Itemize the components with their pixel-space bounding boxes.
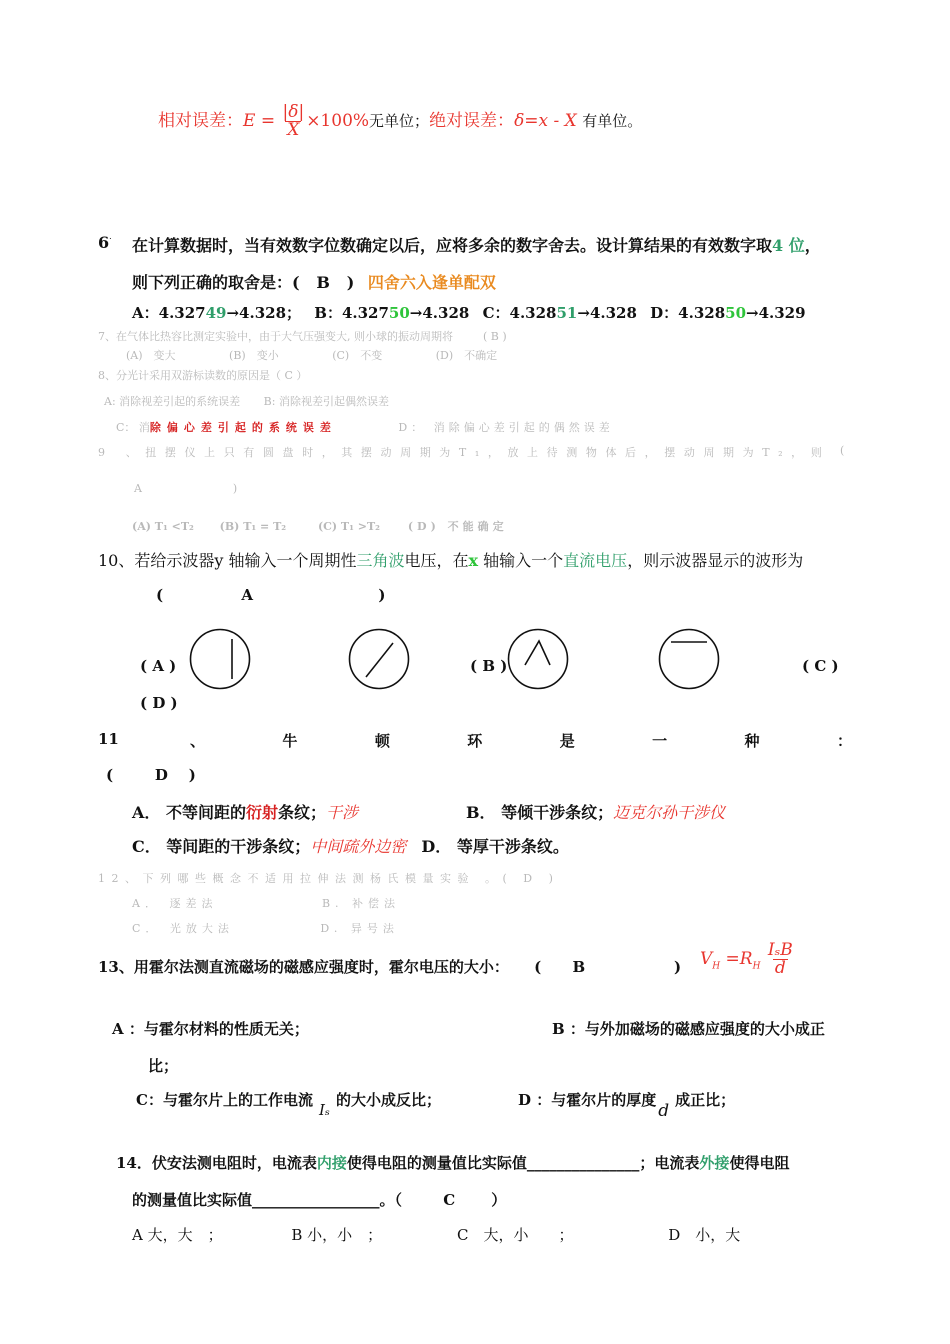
q14-text-b: 使得电阻的测量值比实际值_______________；电流表 — [346, 1154, 700, 1172]
fraction-denominator: X — [287, 120, 300, 140]
q10-triangle-wave: 三角波 — [356, 551, 405, 570]
q12-options-cd — [132, 920, 399, 936]
no-unit-text: 无单位； — [369, 112, 430, 130]
q11-options-cd — [132, 834, 569, 857]
formula-numerator: IₛB — [767, 940, 793, 960]
q6-answer: B — [316, 273, 330, 292]
q8-opt-c-label: C： 消 — [116, 421, 150, 434]
q11-options-ab — [132, 800, 358, 823]
waveform-d-diagram — [657, 627, 721, 691]
q10-label-c: ( C ) — [802, 657, 839, 675]
q9-paren: ( — [840, 444, 845, 457]
q10-label-a: ( A ) — [140, 657, 177, 675]
q10-label-b: ( B ) — [470, 657, 508, 675]
absolute-error-label: 绝对误差： — [429, 111, 515, 131]
q7-opt-a: (A) 变大 — [126, 349, 176, 362]
q11-chars — [190, 730, 852, 751]
q14-text-c: 使得电阻 — [729, 1154, 790, 1172]
waveform-c-diagram — [506, 627, 570, 691]
q11-char: ： — [836, 732, 852, 750]
error-formula-line — [158, 104, 642, 139]
q6-options — [132, 302, 806, 323]
equals-sign: = — [260, 111, 276, 131]
q11-char: 牛 — [282, 732, 298, 750]
percent-factor: ×100% — [306, 111, 370, 131]
q7-answer: ( B ) — [483, 330, 507, 343]
q11-char: 顿 — [374, 732, 390, 750]
q14-line2 — [132, 1189, 506, 1210]
q10-dc-voltage: 直流电压 — [563, 551, 628, 570]
q9-opt-c: (C) T₁ >T₂ — [317, 520, 380, 533]
q6-prompt: 则下列正确的取舍是：( — [132, 273, 300, 292]
q6-opt-a: A：4.32749→4.328； — [132, 304, 302, 322]
q14-opt-c: C 大，小 ； — [456, 1226, 574, 1244]
q7-options — [126, 347, 497, 363]
q6-opt-d: D：4.32850→4.329 — [650, 304, 806, 322]
has-unit-text: 有单位。 — [582, 112, 643, 130]
q11-char: 、 — [190, 732, 206, 750]
q11-opt-d: D． 等厚干涉条纹。 — [421, 837, 569, 856]
q6-text: 在计算数据时，当有效数字位数确定以后，应将多余的数字舍去。设计算结果的有效数字取 — [132, 236, 773, 255]
q8-opt-b: B: 消除视差引起偶然误差 — [263, 395, 389, 408]
q10-text-d: ，则示波器显示的波形为 — [627, 551, 804, 570]
relative-error-label: 相对误差： — [158, 111, 243, 131]
q8-opt-c-highlight: 除偏心差引起的系统误差 — [149, 421, 337, 434]
q7-opt-c: (C) 不变 — [332, 349, 383, 362]
q6-num: 6 — [98, 233, 110, 252]
fraction-numerator: |δ| — [282, 102, 305, 122]
q11-opt-a: A． 不等间距的衍射条纹；干涉 — [132, 803, 359, 822]
q11-char: 一 — [652, 732, 668, 750]
formula-v: V — [700, 949, 713, 969]
q13-opt-c-end: 的大小成反比； — [335, 1091, 441, 1109]
q8-text: 8、分光计采用双游标读数的原因是（ C ） — [98, 369, 308, 382]
q10-text-a: 10、若给示波器y 轴输入一个周期性 — [98, 551, 357, 570]
formula-v-sub: H — [712, 961, 721, 972]
q6-rounding-rule: 四舍六入逢单配双 — [367, 273, 496, 292]
q10-label-d: ( D ) — [140, 694, 178, 712]
formula-r: =R — [725, 949, 753, 969]
q14-answer: C — [443, 1191, 456, 1209]
q13-opt-c — [136, 1089, 441, 1119]
q13-text: 13、用霍尔法测直流磁场的磁感应强度时，霍尔电压的大小： — [98, 958, 509, 976]
q14-text-d: 的测量值比实际值_________________。（ — [132, 1191, 403, 1209]
relative-error-fraction — [280, 104, 306, 139]
q6-comma: ， — [804, 236, 821, 255]
q6-line1 — [132, 233, 821, 256]
q13-opt-d — [518, 1089, 736, 1121]
q13-opt-a: A ：与霍尔材料的性质无关； — [112, 1020, 309, 1038]
q8-options-cd — [116, 419, 614, 435]
q11-answer: ( D ) — [106, 766, 196, 784]
q13-current-symbol: Iₛ — [318, 1101, 330, 1119]
q12-text: 12、下列哪些概念不适用拉伸法测杨氏模量实验 。( D ) — [98, 872, 560, 885]
waveform-a-diagram — [188, 627, 252, 691]
q7-text — [98, 328, 507, 344]
q14-opt-b: B 小，小 ； — [291, 1226, 383, 1244]
q14-internal: 内接 — [316, 1154, 347, 1172]
q6-line2 — [132, 270, 496, 293]
q6-digits-highlight: 4 位 — [772, 236, 805, 255]
q9-question: 9 、扭摆仪上只有圆盘时，其摆动周期为T₁，放上待测物体后，摆动周期为T₂，则 — [98, 446, 831, 459]
q6-paren: ) — [346, 273, 355, 292]
q11-opt-c: C． 等间距的干涉条纹；中间疏外边密 — [132, 837, 407, 856]
q8-opt-a: A: 消除视差引起的系统误差 — [104, 395, 241, 408]
q14-opt-d: D 小，大 — [668, 1226, 741, 1244]
q13-question — [98, 956, 681, 977]
q9-text — [98, 444, 830, 460]
q12-opt-a: A． 逐差法 — [132, 897, 218, 910]
waveform-b-diagram — [347, 627, 411, 691]
q14-paren: ） — [491, 1191, 507, 1209]
q11-opt-b: B． 等倾干涉条纹；迈克尔孙干涉仪 — [466, 803, 726, 822]
q10-x-axis: x — [468, 551, 479, 570]
q13-opt-d-end: 成正比； — [675, 1091, 736, 1109]
q8-opt-d: D： 消除偏心差引起的偶然误差 — [398, 421, 614, 434]
q9-answer: A ) — [134, 482, 238, 495]
q13-opt-b-cont: 比； — [148, 1057, 179, 1075]
q10-text-c: 轴输入一个 — [478, 551, 564, 570]
q7-opt-d: (D) 不确定 — [435, 349, 498, 362]
q10-text-b: 电压，在 — [404, 551, 469, 570]
q9-opt-a: (A) T₁ <T₂ — [132, 520, 194, 533]
q14-opt-a: A 大，大 ； — [132, 1226, 223, 1244]
q7-question: 7、在气体比热容比测定实验中，由于大气压强变大, 则小球的振动周期将 — [98, 330, 453, 343]
q11-char: 种 — [744, 732, 760, 750]
q14-options — [132, 1224, 740, 1245]
q6-opt-c: C：4.32851→4.328 — [482, 304, 637, 322]
q12-opt-b: B. 补偿法 — [321, 897, 401, 910]
q13-opt-d-text: D ：与霍尔片的厚度 — [518, 1091, 657, 1109]
q9-opt-b: (B) T₁ = T₂ — [219, 520, 287, 533]
absolute-error-expr: δ=x - X — [514, 111, 577, 131]
q9-options — [132, 518, 508, 534]
q11-number: 11 — [98, 730, 119, 748]
q13-answer: ( B ) — [534, 958, 682, 976]
q13-thickness-symbol: d — [658, 1101, 670, 1121]
hall-voltage-formula — [700, 942, 795, 977]
q14-external: 外接 — [699, 1154, 730, 1172]
q11-char: 环 — [467, 732, 483, 750]
q12-options-ab — [132, 895, 400, 911]
q14-line1 — [116, 1152, 789, 1173]
formula-r-sub: H — [752, 961, 761, 972]
q12-opt-c: C． 光放大法 — [132, 922, 234, 935]
q7-opt-b: (B) 变小 — [229, 349, 279, 362]
q10-question — [98, 548, 803, 571]
q10-answer: ( A ) — [156, 586, 386, 604]
q8-options-ab — [104, 393, 389, 409]
q14-text-a: 14．伏安法测电阻时，电流表 — [116, 1154, 317, 1172]
q12-opt-d: D. 异号法 — [320, 922, 399, 935]
q6-opt-b: B：4.32750→4.328 — [314, 304, 470, 322]
q9-opt-d: (D) 不能确定 — [407, 520, 508, 533]
formula-denominator: d — [774, 958, 786, 978]
q13-opt-b: B ：与外加磁场的磁感应强度的大小成正 — [552, 1020, 825, 1038]
relative-error-symbol: E — [243, 111, 256, 131]
formula-fraction — [766, 942, 795, 977]
q13-opt-c-text: C：与霍尔片上的工作电流 — [136, 1091, 313, 1109]
q11-char: 是 — [559, 732, 575, 750]
q6-number: 6· — [98, 233, 112, 252]
